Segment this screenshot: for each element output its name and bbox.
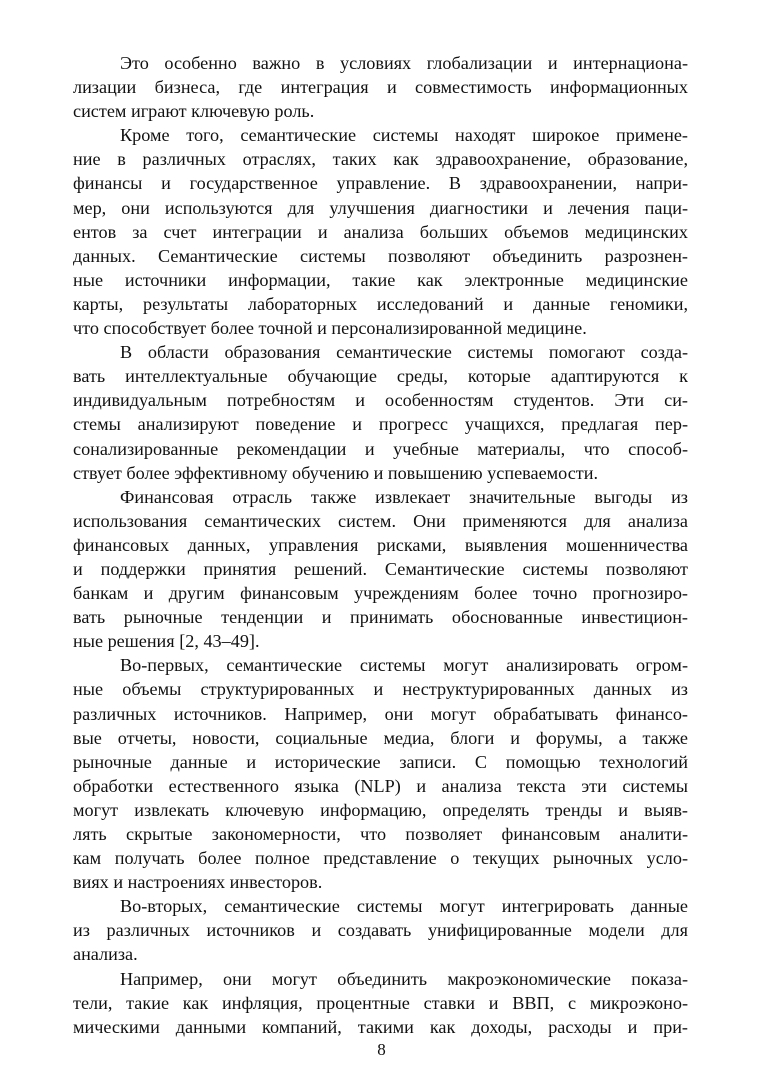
paragraph — [73, 653, 688, 894]
text-line: рыночные данные и исторические записи. С помощью технологий — [73, 751, 688, 772]
text-line: ные решения [2, 43–49]. — [73, 631, 260, 652]
text-line: Во-первых, семантические системы могут анализировать огром- — [120, 655, 688, 676]
text-line: использования семантических систем. Они применяются для анализа — [73, 510, 688, 531]
text-line: финансовых данных, управления рисками, выявления мошенничества — [73, 534, 688, 555]
text-line: Это особенно важно в условиях глобализации и интернациона- — [120, 53, 688, 73]
text-line: из различных источников и создавать унифицированные модели для — [73, 920, 688, 941]
text-line: вые отчеты, новости, социальные медиа, блоги и форумы, а также — [73, 727, 688, 748]
text-line: ные источники информации, такие как электронные медицинские — [73, 269, 688, 290]
text-line: банкам и другим финансовым учреждениям более точно прогнозиро- — [73, 583, 688, 604]
text-line: Кроме того, семантические системы находят широкое примене- — [120, 125, 688, 146]
paragraph — [73, 485, 688, 654]
text-line: финансы и государственное управление. В здравоохранении, напри- — [73, 173, 688, 194]
document-page — [73, 51, 688, 1039]
text-line: вать интеллектуальные обучающие среды, которые адаптируются к — [73, 366, 688, 387]
page-number: 8 — [377, 1040, 386, 1059]
text-line: сонализированные рекомендации и учебные материалы, что способ- — [73, 438, 688, 459]
text-line: лизации бизнеса, где интеграция и совместимость информационных — [73, 77, 688, 98]
text-line: систем играют ключевую роль. — [73, 101, 315, 122]
text-line: данных. Семантические системы позволяют объединить разрознен- — [73, 245, 688, 266]
text-line: виях и настроениях инвесторов. — [73, 872, 323, 893]
text-line: анализа. — [73, 944, 138, 965]
text-line: Во-вторых, семантические системы могут интегрировать данные — [120, 896, 688, 917]
text-line: вать рыночные тенденции и принимать обоснованные инвестицион- — [73, 607, 688, 628]
paragraph — [73, 340, 688, 485]
paragraph — [73, 123, 688, 340]
text-line: Финансовая отрасль также извлекает значительные выгоды из — [120, 486, 688, 507]
paragraph — [73, 894, 688, 966]
text-line: что способствует более точной и персонализированной медицине. — [73, 318, 587, 339]
text-line: лять скрытые закономерности, что позволяет финансовым аналити- — [73, 824, 688, 844]
text-line: Например, они могут объединить макроэкономические показа- — [120, 968, 688, 989]
text-line: мер, они используются для улучшения диагностики и лечения паци- — [73, 197, 688, 218]
text-line: ствует более эффективному обучению и повышению успеваемости. — [73, 462, 598, 483]
text-line: В области образования семантические системы помогают созда- — [120, 342, 688, 363]
text-line: ентов за счет интеграции и анализа больших объемов медицинских — [73, 221, 688, 242]
text-line: карты, результаты лабораторных исследований и данные геномики, — [73, 293, 688, 314]
paragraph — [73, 51, 688, 123]
text-line: индивидуальным потребностям и особенностям студентов. Эти си- — [73, 390, 688, 411]
text-line: тели, такие как инфляция, процентные ставки и ВВП, с микроэконо- — [73, 992, 688, 1013]
text-line: стемы анализируют поведение и прогресс учащихся, предлагая пер- — [73, 414, 688, 435]
text-line: различных источников. Например, они могут обрабатывать финансо- — [73, 703, 688, 724]
text-line: обработки естественного языка (NLP) и анализа текста эти системы — [73, 775, 688, 796]
text-line: ные объемы структурированных и неструктурированных данных из — [73, 679, 688, 700]
paragraph — [73, 967, 688, 1039]
text-line: и поддержки принятия решений. Семантические системы позволяют — [73, 558, 688, 579]
text-line: ние в различных отраслях, таких как здравоохранение, образование, — [73, 149, 688, 170]
text-line: мическими данными компаний, такими как доходы, расходы и при- — [73, 1016, 688, 1037]
text-line: могут извлекать ключевую информацию, определять тренды и выяв- — [73, 799, 688, 820]
text-line: кам получать более полное представление о текущих рыночных усло- — [73, 848, 688, 869]
